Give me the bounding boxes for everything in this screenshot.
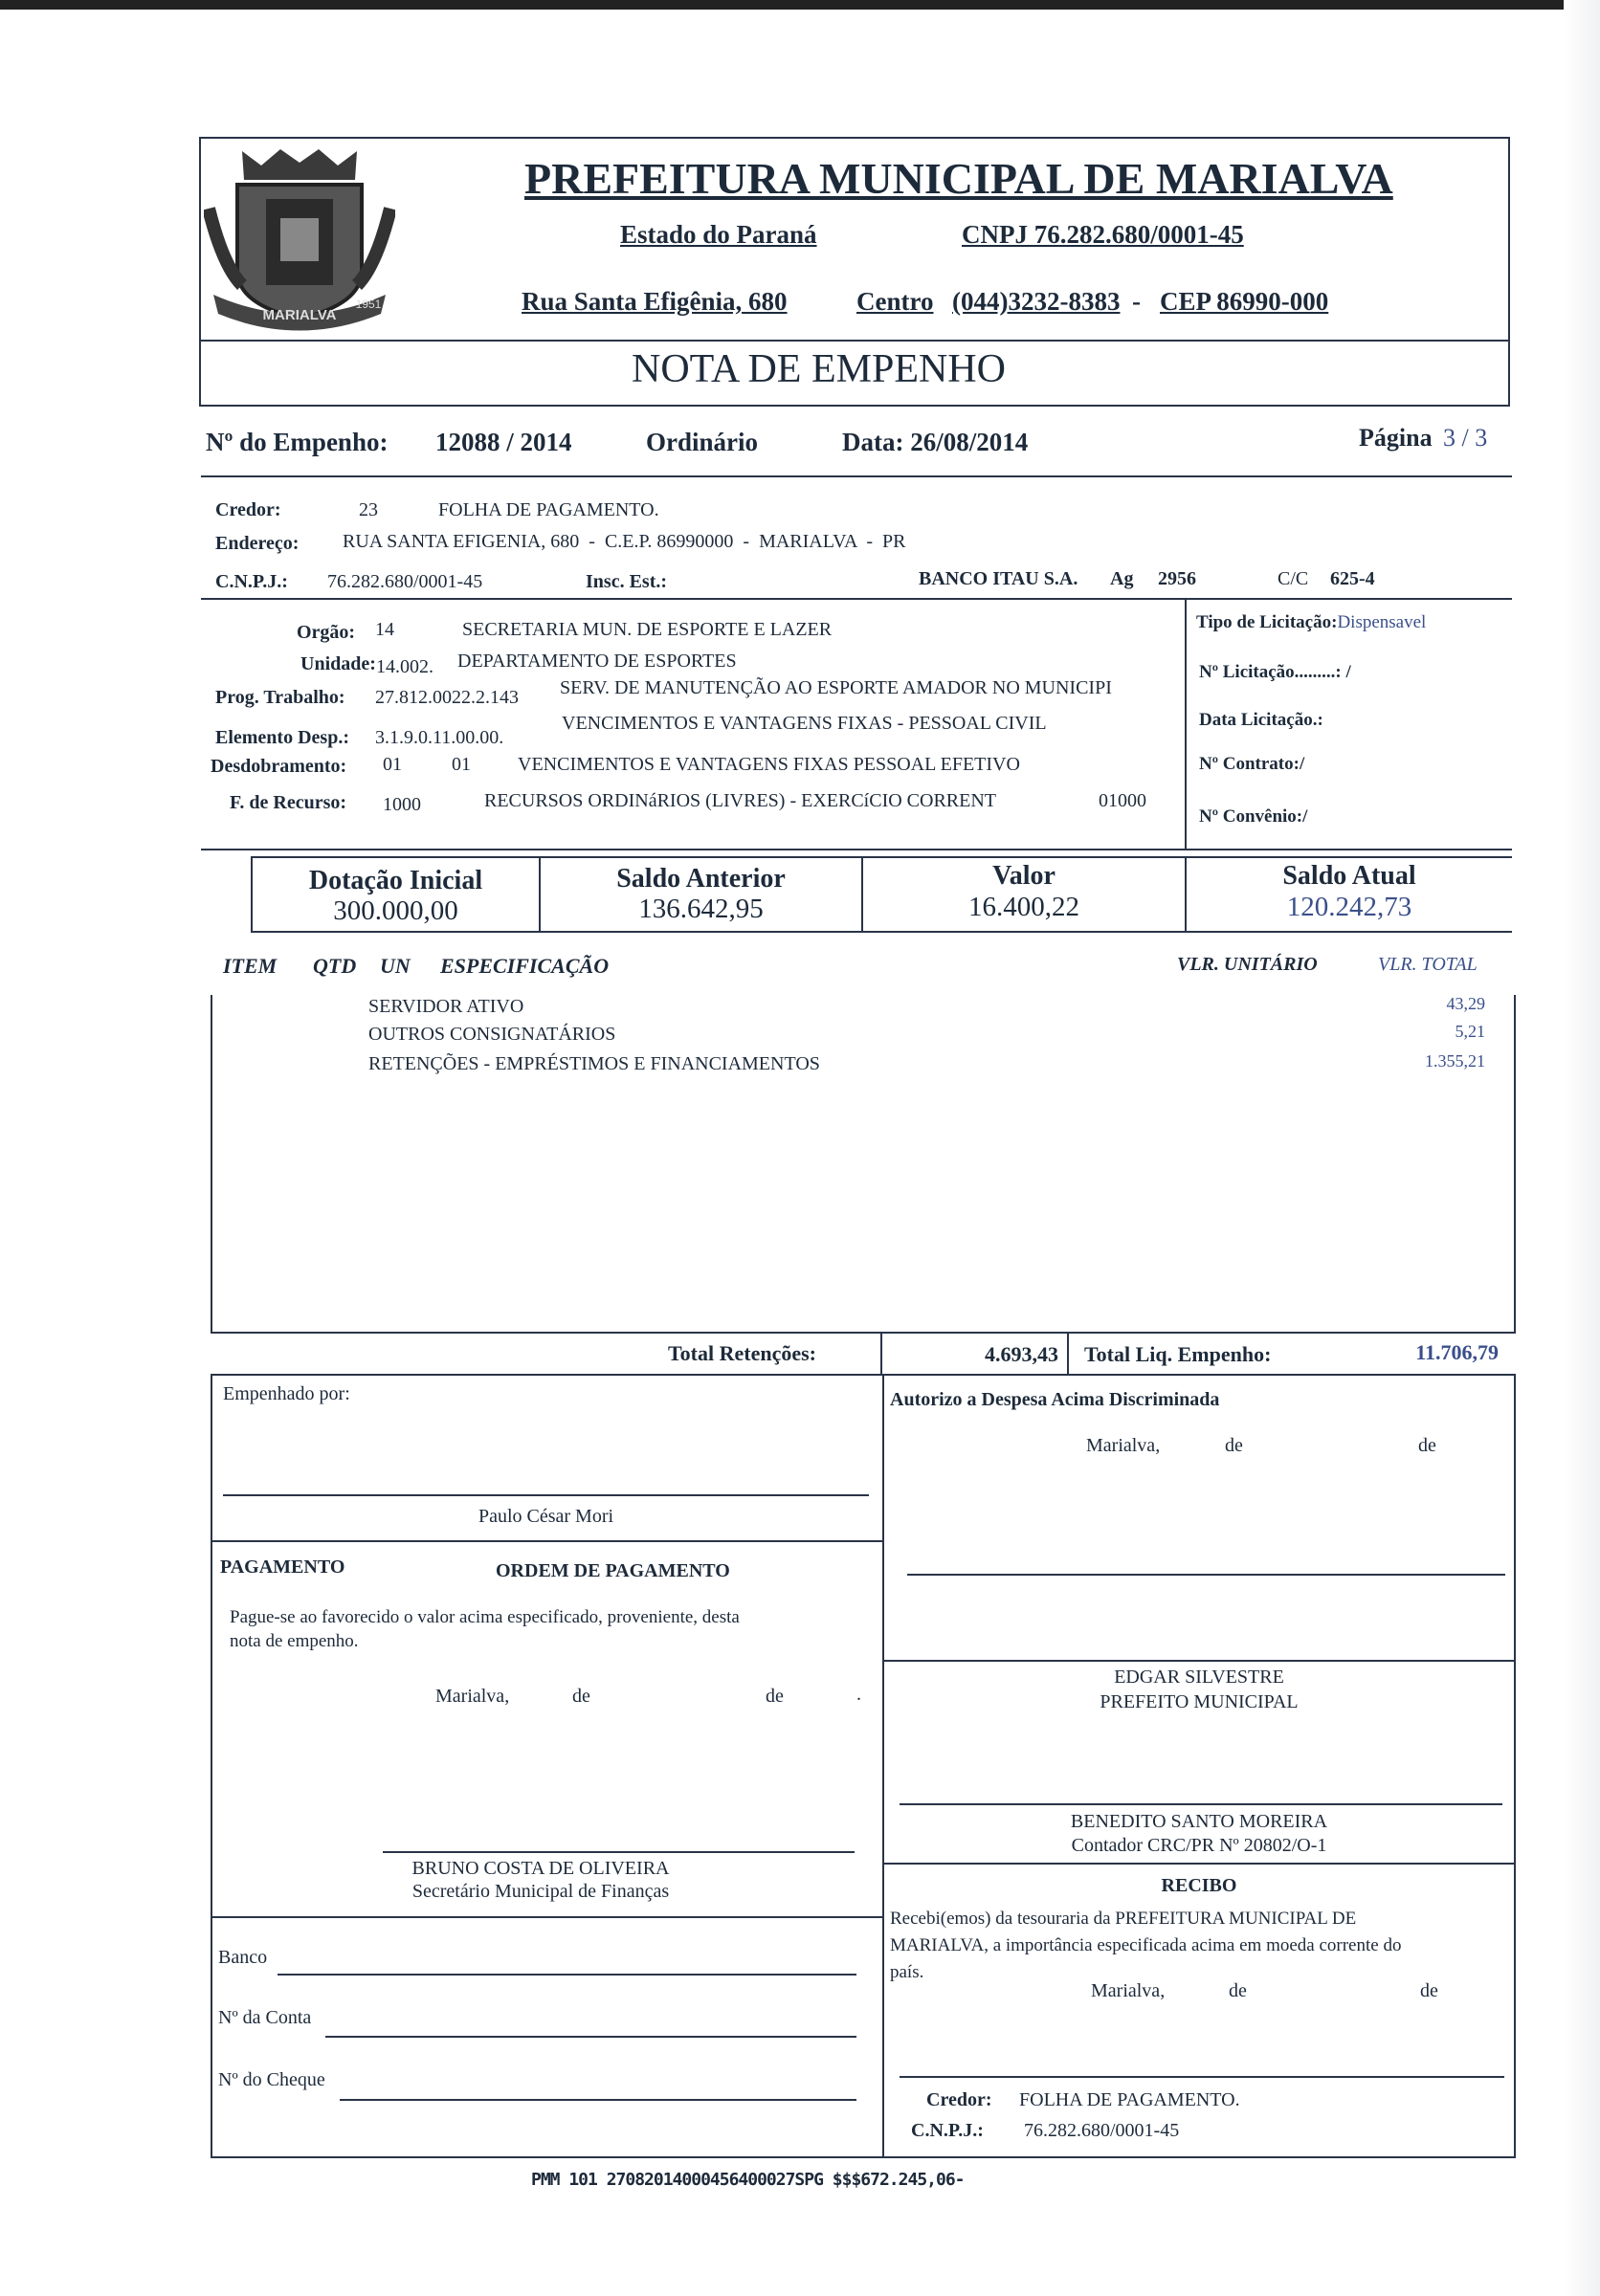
header-phone: (044)3232-8383 <box>952 287 1121 316</box>
ordem-pagamento-title: ORDEM DE PAGAMENTO <box>496 1560 730 1581</box>
secretario-divider <box>211 1916 884 1918</box>
municipality-title: PREFEITURA MUNICIPAL DE MARIALVA <box>524 154 1393 203</box>
conta-input-line <box>325 2036 856 2038</box>
prog-code: 27.812.0022.2.143 <box>375 687 519 708</box>
bottom-left-line <box>211 1374 212 2158</box>
page-number: 3 / 3 <box>1443 424 1488 452</box>
valor-label: Valor <box>992 861 1056 891</box>
totals-sep-2 <box>1067 1332 1069 1376</box>
saldo-atual-label: Saldo Atual <box>1282 861 1416 891</box>
recibo-cnpj-value: 76.282.680/0001-45 <box>1024 2120 1180 2141</box>
banco-input-line <box>278 1974 856 1976</box>
bottom-right-line <box>1514 1374 1516 2158</box>
footer-code: PMM 101 27082014000456400027SPG $$$672.245,06- <box>531 2170 965 2190</box>
elemento-name: VENCIMENTOS E VANTAGENS FIXAS - PESSOAL CIVIL <box>562 713 1047 734</box>
credor-address: RUA SANTA EFIGENIA, 680 - C.E.P. 86990000 - MARIALVA - PR <box>343 531 906 552</box>
credor-cnpj: 76.282.680/0001-45 <box>327 571 483 592</box>
items-right-line <box>1514 995 1516 1334</box>
fonte-suffix: 01000 <box>1099 790 1146 811</box>
header-district: Centro <box>856 287 934 316</box>
state-name: Estado do Paraná <box>620 220 817 249</box>
contrato-number: Nº Contrato:/ <box>1199 754 1305 774</box>
header-right-line <box>1508 137 1510 407</box>
empenho-number: 12088 / 2014 <box>435 428 572 456</box>
autorizo-signature-line <box>907 1574 1505 1576</box>
header-top-line <box>199 137 1510 139</box>
fonte-code: 1000 <box>383 794 421 815</box>
total-retencoes-value: 4.693,43 <box>985 1342 1058 1366</box>
licitacao-type-row <box>1196 612 1426 633</box>
recibo-line-3: país. <box>890 1962 924 1982</box>
autorizo-de-1: de <box>1225 1435 1243 1456</box>
recibo-line-1: Recebi(emos) da tesouraria da PREFEITURA MUNICIPAL DE <box>890 1909 1357 1929</box>
balances-bottom-line <box>251 931 1512 933</box>
orgao-name: SECRETARIA MUN. DE ESPORTE E LAZER <box>462 619 833 640</box>
dotacao-value: 300.000,00 <box>333 895 458 926</box>
licitacao-type: Dispensavel <box>1337 612 1427 632</box>
items-col-vlr-total: VLR. TOTAL <box>1378 954 1478 975</box>
contador-role: Contador CRC/PR Nº 20802/O-1 <box>1071 1835 1327 1856</box>
licitacao-date: Data Licitação.: <box>1199 710 1323 730</box>
bottom-center-line <box>882 1374 884 2158</box>
fonte-label: F. de Recurso: <box>230 792 347 813</box>
agency-number: 2956 <box>1158 568 1196 589</box>
empenhado-signature-line <box>223 1494 869 1496</box>
secretario-signature-line <box>383 1851 855 1853</box>
prefeito-role: PREFEITO MUNICIPAL <box>1100 1691 1299 1712</box>
licitacao-number: Nº Licitação.........: / <box>1199 662 1351 682</box>
header-bottom-line <box>199 405 1510 407</box>
desdobramento-name: VENCIMENTOS E VANTAGENS FIXAS PESSOAL EFETIVO <box>518 754 1020 775</box>
header-cnpj: CNPJ 76.282.680/0001-45 <box>962 220 1244 249</box>
crest-year: 1951 <box>355 298 382 311</box>
scan-top-border <box>0 0 1600 10</box>
saldo-atual-value: 120.242,73 <box>1286 892 1412 922</box>
credor-code: 23 <box>359 499 378 520</box>
address-label: Endereço: <box>215 533 300 554</box>
item-desc-3: RETENÇÕES - EMPRÉSTIMOS E FINANCIAMENTOS <box>368 1053 820 1074</box>
orgao-code: 14 <box>375 619 394 640</box>
total-liquido-label: Total Liq. Empenho: <box>1084 1342 1272 1366</box>
credor-cnpj-label: C.N.P.J.: <box>215 571 288 592</box>
desdobramento-code-2: 01 <box>452 754 471 775</box>
desdobramento-code-1: 01 <box>383 754 402 775</box>
items-left-line <box>211 995 212 1334</box>
empenhado-divider <box>211 1540 884 1542</box>
classification-divider <box>201 849 1512 850</box>
header-left-line <box>199 137 201 407</box>
totals-bottom-line <box>211 1374 1516 1376</box>
licitacao-left-line <box>1185 600 1187 850</box>
pague-line-2: nota de empenho. <box>230 1631 359 1651</box>
items-col-item: ITEM <box>223 954 278 978</box>
pagamento-dot: . <box>856 1684 861 1705</box>
unidade-label: Unidade: <box>300 653 376 674</box>
prefeito-name: EDGAR SILVESTRE <box>1114 1667 1284 1688</box>
elemento-label: Elemento Desp.: <box>215 727 349 748</box>
item-total-1: 43,29 <box>1446 994 1485 1013</box>
saldo-anterior-value: 136.642,95 <box>638 894 764 924</box>
empenho-divider <box>201 475 1512 477</box>
pagamento-city: Marialva, <box>435 1686 510 1707</box>
empenho-date: Data: 26/08/2014 <box>842 428 1029 456</box>
pague-line-1: Pague-se ao favorecido o valor acima especificado, proveniente, desta <box>230 1607 740 1627</box>
elemento-code: 3.1.9.0.11.00.00. <box>375 727 504 748</box>
total-liquido-value: 11.706,79 <box>1415 1340 1499 1364</box>
credor-label: Credor: <box>215 499 281 520</box>
contador-signature-line <box>900 1803 1502 1805</box>
prog-label: Prog. Trabalho: <box>215 687 345 708</box>
empenhado-name: Paulo César Mori <box>478 1506 614 1527</box>
agency-label: Ag <box>1110 568 1134 589</box>
items-col-un: UN <box>380 954 411 978</box>
bank-name: BANCO ITAU S.A. <box>919 568 1078 589</box>
empenhado-label: Empenhado por: <box>223 1383 350 1404</box>
recibo-credor-label: Credor: <box>926 2089 992 2110</box>
orgao-label: Orgão: <box>297 622 356 643</box>
recibo-de-2: de <box>1420 1980 1438 2001</box>
insc-est-label: Insc. Est.: <box>586 571 668 592</box>
autorizo-de-2: de <box>1418 1435 1436 1456</box>
header-address: Rua Santa Efigênia, 680 <box>522 287 788 316</box>
convenio-number: Nº Convênio:/ <box>1199 806 1308 827</box>
items-col-vlr-unit: VLR. UNITÁRIO <box>1177 954 1318 975</box>
recibo-signature-line <box>900 2076 1504 2078</box>
items-col-espec: ESPECIFICAÇÃO <box>440 954 610 978</box>
conta-label: Nº da Conta <box>218 2007 312 2028</box>
empenho-number-label: Nº do Empenho: <box>206 428 389 456</box>
account-label: C/C <box>1278 568 1309 589</box>
prefeito-divider <box>882 1660 1516 1662</box>
pagamento-de-1: de <box>572 1686 590 1707</box>
recibo-credor-value: FOLHA DE PAGAMENTO. <box>1019 2089 1240 2110</box>
desdobramento-label: Desdobramento: <box>211 756 347 777</box>
autorizo-text: Autorizo a Despesa Acima Discriminada <box>890 1389 1220 1410</box>
banco-label: Banco <box>218 1947 268 1968</box>
credor-name: FOLHA DE PAGAMENTO. <box>438 499 659 520</box>
cheque-input-line <box>340 2099 856 2101</box>
item-desc-2: OUTROS CONSIGNATÁRIOS <box>368 1024 616 1045</box>
header-dash: - <box>1132 287 1141 316</box>
recibo-cnpj-label: C.N.P.J.: <box>911 2120 984 2141</box>
licitacao-type-label: Tipo de Licitação: <box>1196 612 1338 632</box>
document-type: NOTA DE EMPENHO <box>632 347 1006 391</box>
header-mid-line <box>199 340 1510 342</box>
totals-top-line <box>211 1332 1516 1334</box>
item-desc-1: SERVIDOR ATIVO <box>368 996 524 1017</box>
credor-divider <box>201 598 1512 600</box>
fonte-name: RECURSOS ORDINáRIOS (LIVRES) - EXERCíCIO CORRENT <box>484 790 997 811</box>
account-number: 625-4 <box>1330 568 1375 589</box>
pagamento-title: PAGAMENTO <box>220 1556 345 1578</box>
dotacao-label: Dotação Inicial <box>308 866 483 895</box>
page-label: Página <box>1359 424 1433 452</box>
saldo-anterior-label: Saldo Anterior <box>616 864 786 894</box>
pagamento-de-2: de <box>766 1686 784 1707</box>
item-total-2: 5,21 <box>1455 1022 1485 1041</box>
recibo-line-2: MARIALVA, a importância especificada acima em moeda corrente do <box>890 1935 1402 1955</box>
contador-name: BENEDITO SANTO MOREIRA <box>1070 1811 1328 1832</box>
unidade-name: DEPARTAMENTO DE ESPORTES <box>457 651 737 672</box>
prog-name: SERV. DE MANUTENÇÃO AO ESPORTE AMADOR NO MUNICIPI <box>560 677 1112 698</box>
items-col-qtd: QTD <box>313 954 357 978</box>
secretario-name: BRUNO COSTA DE OLIVEIRA <box>411 1858 670 1879</box>
municipal-crest-icon <box>204 142 395 338</box>
header-cep: CEP 86990-000 <box>1160 287 1329 316</box>
scan-right-edge <box>1564 0 1600 2296</box>
total-retencoes-label: Total Retenções: <box>668 1341 816 1365</box>
cheque-label: Nº do Cheque <box>218 2069 325 2090</box>
recibo-city: Marialva, <box>1091 1980 1166 2001</box>
empenho-kind: Ordinário <box>646 428 759 456</box>
autorizo-city: Marialva, <box>1086 1435 1161 1456</box>
valor-value: 16.400,22 <box>968 892 1079 922</box>
bottom-line <box>211 2156 1516 2158</box>
recibo-de-1: de <box>1229 1980 1247 2001</box>
recibo-top-line <box>882 1863 1516 1865</box>
secretario-role: Secretário Municipal de Finanças <box>411 1881 670 1902</box>
unidade-code: 14.002. <box>376 656 433 677</box>
crest-banner-text: MARIALVA <box>262 307 337 323</box>
balances-top-line <box>251 856 1512 858</box>
recibo-title: RECIBO <box>1161 1875 1237 1896</box>
item-total-3: 1.355,21 <box>1425 1051 1485 1071</box>
